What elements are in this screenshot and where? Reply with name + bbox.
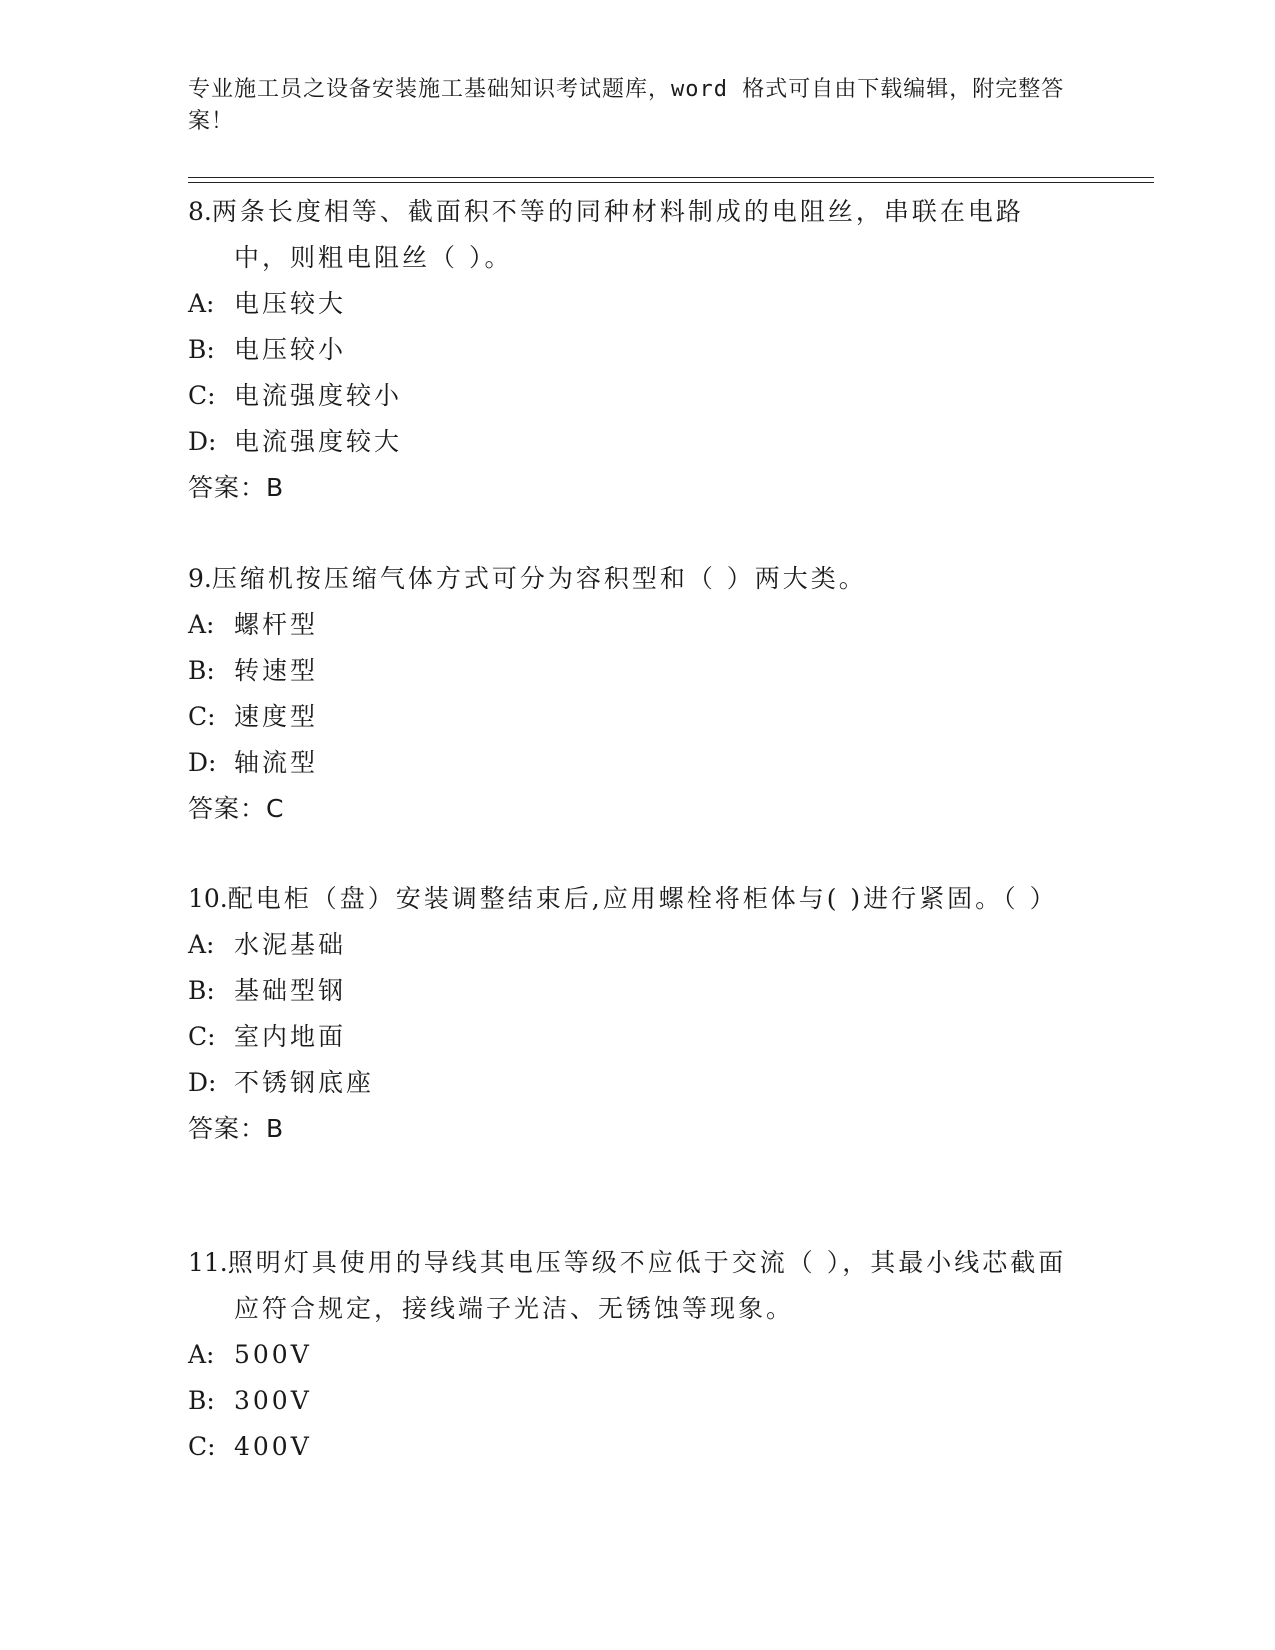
- question-number: 10.: [188, 884, 228, 913]
- option-key: B:: [188, 976, 215, 1005]
- option-c: [188, 694, 1068, 740]
- option-key: A:: [188, 930, 215, 959]
- option-text: 300V: [234, 1386, 312, 1415]
- question-number: 9.: [188, 564, 212, 593]
- option-key: C:: [188, 381, 216, 410]
- question-text: 两条长度相等、截面积不等的同种材料制成的电阻丝，串联在电路中，则粗电阻丝（ ）。: [211, 197, 1024, 272]
- question-9: [188, 556, 1068, 832]
- option-key: C:: [188, 1022, 216, 1051]
- option-a: [188, 281, 1068, 327]
- document-header: 专业施工员之设备安装施工基础知识考试题库，word 格式可自由下载编辑，附完整答案！: [188, 77, 1065, 134]
- option-text: 电压较小: [234, 335, 347, 364]
- question-8: [188, 189, 1068, 511]
- option-text: 室内地面: [234, 1022, 347, 1051]
- option-d: [188, 419, 1068, 465]
- question-number: 8.: [188, 197, 212, 226]
- answer: 答案：C: [188, 794, 285, 823]
- question-10: [188, 876, 1068, 1152]
- option-b: [188, 1378, 1068, 1424]
- option-key: D:: [188, 427, 217, 456]
- option-b: [188, 327, 1068, 373]
- option-key: A:: [188, 610, 215, 639]
- option-key: D:: [188, 748, 217, 777]
- option-text: 水泥基础: [234, 930, 347, 959]
- option-c: [188, 373, 1068, 419]
- option-key: D:: [188, 1068, 217, 1097]
- option-text: 电流强度较小: [234, 381, 403, 410]
- question-number: 11.: [188, 1248, 228, 1277]
- option-text: 螺杆型: [234, 610, 319, 639]
- option-c: [188, 1014, 1068, 1060]
- question-stem: [188, 1240, 1068, 1332]
- question-text: 照明灯具使用的导线其电压等级不应低于交流（ ），其最小线芯截面应符合规定，接线端子光洁、无锈蚀等现象。: [227, 1248, 1067, 1323]
- option-text: 电流强度较大: [234, 427, 403, 456]
- header-divider-bottom: [188, 182, 1154, 183]
- header-divider-top: [188, 177, 1154, 178]
- option-a: [188, 922, 1068, 968]
- option-text: 基础型钢: [234, 976, 347, 1005]
- option-key: A:: [188, 1340, 215, 1369]
- option-key: A:: [188, 289, 215, 318]
- question-stem: [188, 189, 1068, 281]
- option-key: B:: [188, 656, 215, 685]
- option-text: 400V: [234, 1432, 312, 1461]
- option-text: 速度型: [234, 702, 319, 731]
- option-text: 电压较大: [234, 289, 347, 318]
- answer: 答案：B: [188, 1114, 285, 1143]
- question-stem: [188, 556, 1068, 602]
- question-text: 压缩机按压缩气体方式可分为容积型和（ ）两大类。: [211, 564, 867, 593]
- option-b: [188, 648, 1068, 694]
- option-text: 500V: [234, 1340, 312, 1369]
- option-text: 不锈钢底座: [234, 1068, 375, 1097]
- question-stem: [188, 876, 1068, 922]
- option-key: C:: [188, 1432, 216, 1461]
- option-text: 轴流型: [234, 748, 319, 777]
- option-a: [188, 1332, 1068, 1378]
- option-a: [188, 602, 1068, 648]
- option-c: [188, 1424, 1068, 1470]
- option-d: [188, 740, 1068, 786]
- option-text: 转速型: [234, 656, 319, 685]
- option-key: B:: [188, 335, 215, 364]
- option-d: [188, 1060, 1068, 1106]
- option-key: B:: [188, 1386, 215, 1415]
- option-b: [188, 968, 1068, 1014]
- question-11: [188, 1240, 1068, 1470]
- answer: 答案：B: [188, 473, 285, 502]
- question-text: 配电柜（盘）安装调整结束后,应用螺栓将柜体与( )进行紧固。（ ）: [227, 884, 1058, 913]
- option-key: C:: [188, 702, 216, 731]
